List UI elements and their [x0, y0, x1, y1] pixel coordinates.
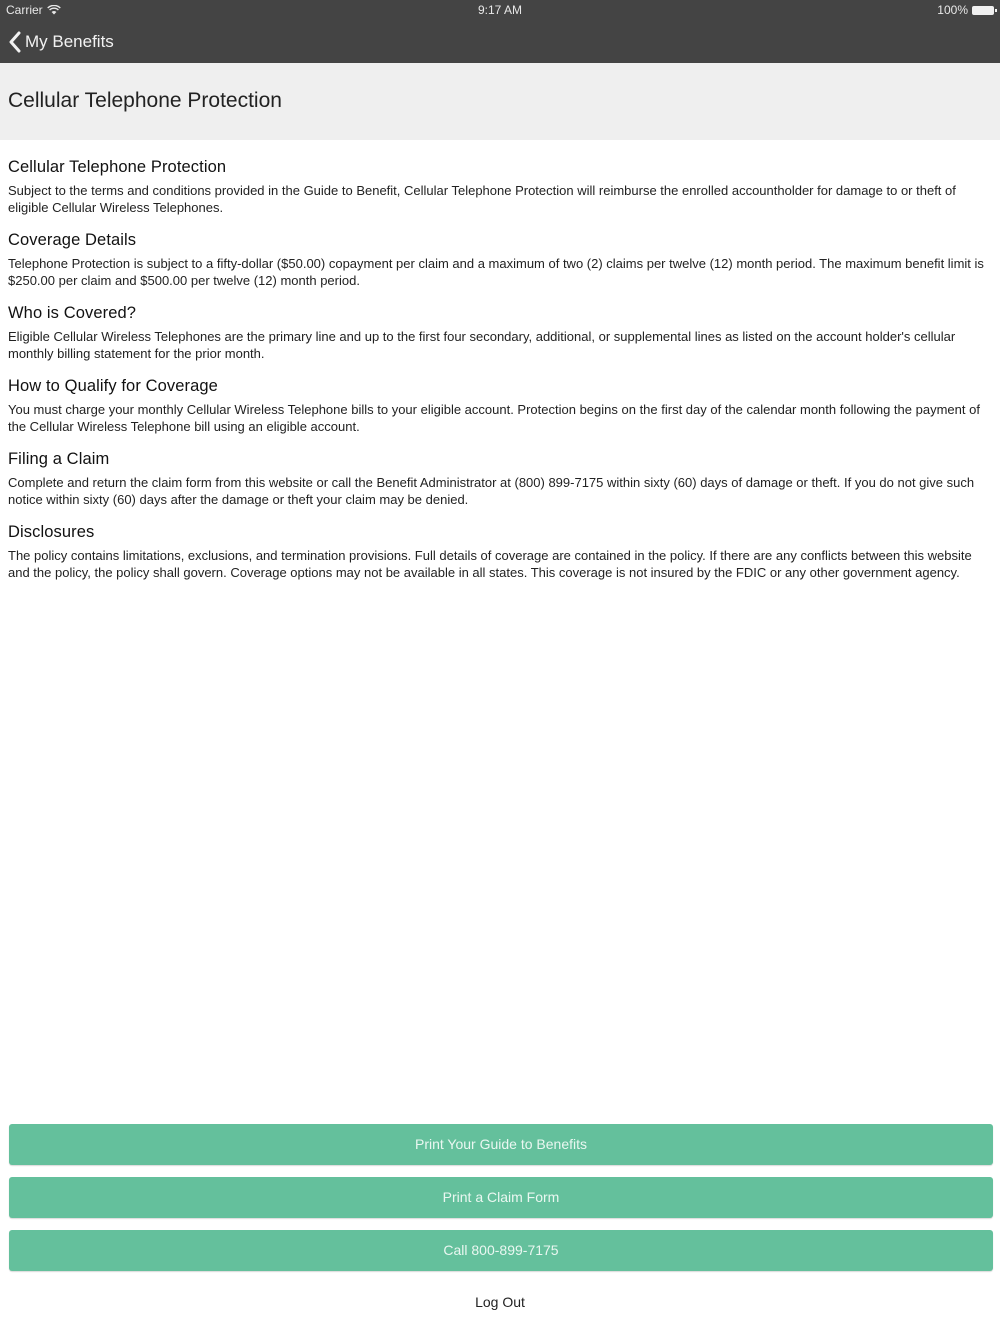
- title-band: [0, 63, 1000, 140]
- section-heading: Who is Covered?: [8, 304, 137, 322]
- battery-percent: 100%: [937, 3, 968, 17]
- section-heading: Filing a Claim: [8, 450, 110, 468]
- battery-icon: [972, 6, 994, 15]
- benefit-content: [8, 158, 993, 596]
- section-heading: How to Qualify for Coverage: [8, 377, 218, 395]
- section-filing-a-claim: [8, 450, 993, 508]
- section-body: Complete and return the claim form from this website or call the Benefit Administrator at (800) 899-7175 within sixty (60) days of damage or theft. If you do not give such notice within sixty (60) days after the damage or theft your claim may be denied.: [8, 475, 975, 507]
- log-out-link[interactable]: Log Out: [475, 1294, 525, 1310]
- section-disclosures: [8, 523, 993, 581]
- section-body: Subject to the terms and conditions provided in the Guide to Benefit, Cellular Telephone Protection will reimburse the enrolled accountholder for damage to or theft of eligible Cellular Wireless Telephones.: [8, 183, 956, 215]
- status-battery-group: [937, 3, 994, 17]
- section-body: Eligible Cellular Wireless Telephones are the primary line and up to the first four secondary, additional, or supplemental lines as listed on the account holder's cellular monthly billing statement for the prior month.: [8, 329, 956, 361]
- back-button-label: My Benefits: [25, 32, 114, 51]
- navigation-bar: [0, 20, 1000, 63]
- section-how-to-qualify: [8, 377, 993, 435]
- section-body: Telephone Protection is subject to a fifty-dollar ($50.00) copayment per claim and a maximum of two (2) claims per twelve (12) month period. The maximum benefit limit is $250.00 per claim and $500.00 per twelve (12) month period.: [8, 256, 984, 288]
- section-coverage-details: [8, 231, 993, 289]
- chevron-left-icon: [8, 31, 22, 53]
- print-claim-form-button[interactable]: Print a Claim Form: [9, 1177, 993, 1218]
- section-heading: Disclosures: [8, 523, 95, 541]
- status-bar: [0, 0, 1000, 20]
- section-heading: Coverage Details: [8, 231, 137, 249]
- section-cellular-protection: [8, 158, 993, 216]
- page-title: Cellular Telephone Protection: [8, 89, 282, 112]
- call-button[interactable]: Call 800-899-7175: [9, 1230, 993, 1271]
- status-time: 9:17 AM: [477, 3, 523, 17]
- section-body: The policy contains limitations, exclusions, and termination provisions. Full details of coverage are contained in the policy. If there are any conflicts between this website and the policy, the policy shall govern. Coverage options may not be available in all states. This coverage is not insured by the FDIC or any other government agency.: [8, 548, 972, 580]
- carrier-label: Carrier: [6, 3, 43, 17]
- section-who-is-covered: [8, 304, 993, 362]
- section-heading: Cellular Telephone Protection: [8, 158, 227, 176]
- print-guide-button[interactable]: Print Your Guide to Benefits: [9, 1124, 993, 1165]
- section-body: You must charge your monthly Cellular Wireless Telephone bills to your eligible account. Protection begins on the first day of the calendar month following the payment of the Cellular Wireless Telephone bill using an eligible account.: [8, 402, 980, 434]
- back-button[interactable]: [8, 28, 114, 56]
